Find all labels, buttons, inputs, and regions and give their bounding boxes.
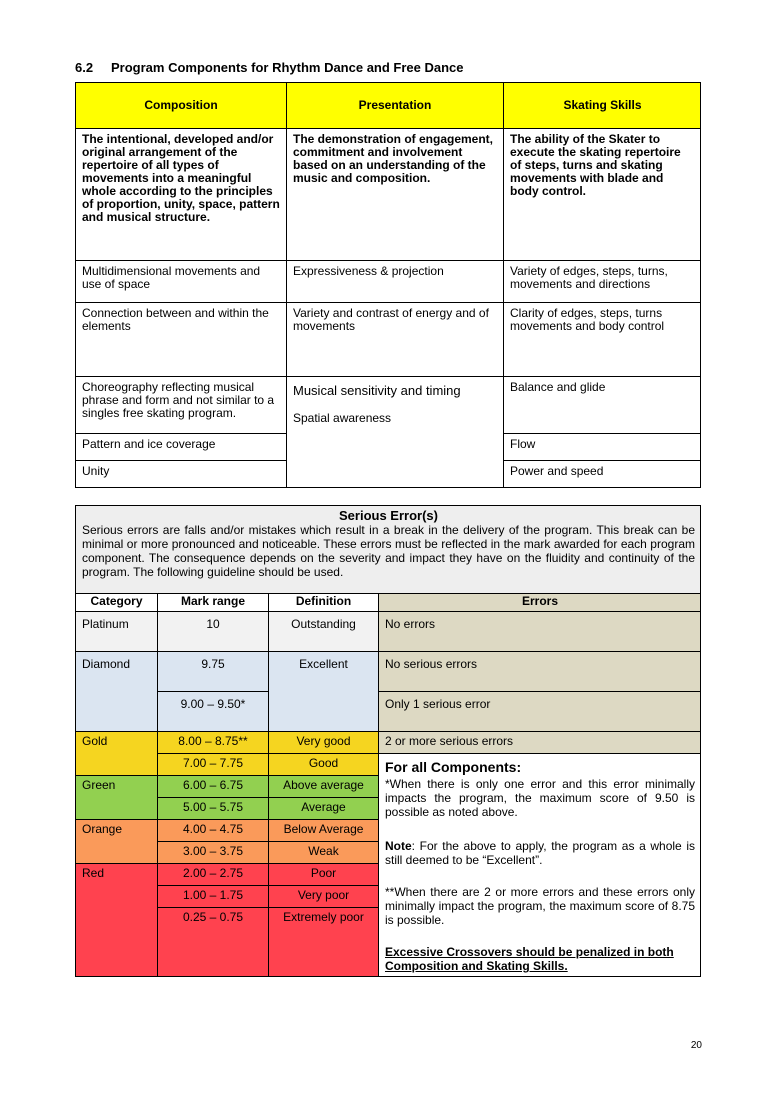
note-single-error: *When there is only one error and this error minimally impacts the program, the maximum score of 9.50 is possible as noted above.	[385, 777, 695, 819]
errors-cell: 2 or more serious errors	[378, 731, 701, 753]
mark-range: 4.00 – 4.75	[157, 819, 268, 841]
header-mark-range: Mark range	[157, 593, 268, 611]
skating-skills-item: Flow	[503, 433, 701, 460]
header-composition: Composition	[75, 82, 286, 128]
category-diamond: Diamond	[75, 651, 157, 731]
serious-errors-text: Serious errors are falls and/or mistakes which result in a break in the delivery of the program. This break can be minimal or more pronounced and noticeable. These errors must be reflected in the mark awarded for each program component. The consequence depends on the severity and impact they have on the fluidity and continuity of the program. The following guideline should be used.	[82, 523, 695, 579]
note-excellent	[385, 839, 695, 867]
definition: Extremely poor	[268, 907, 378, 977]
skating-skills-item: Balance and glide	[503, 376, 701, 433]
skating-skills-item: Variety of edges, steps, turns, movements and directions	[503, 260, 701, 302]
skating-skills-item: Clarity of edges, steps, turns movements and body control	[503, 302, 701, 376]
note-crossovers: Excessive Crossovers should be penalized in both Composition and Skating Skills.	[385, 945, 674, 973]
composition-item: Pattern and ice coverage	[75, 433, 286, 460]
definition: Average	[268, 797, 378, 819]
definition: Weak	[268, 841, 378, 863]
mark-range: 1.00 – 1.75	[157, 885, 268, 907]
serious-errors-intro	[75, 505, 701, 593]
composition-item: Choreography reflecting musical phrase and form and not similar to a singles free skating program.	[75, 376, 286, 433]
definition: Below Average	[268, 819, 378, 841]
errors-cell: No serious errors	[378, 651, 701, 691]
definition: Very good	[268, 731, 378, 753]
skating-skills-description: The ability of the Skater to execute the skating repertoire of steps, turns and skating movements with blade and body control.	[503, 128, 701, 260]
category-gold: Gold	[75, 731, 157, 775]
category-orange: Orange	[75, 819, 157, 863]
header-definition: Definition	[268, 593, 378, 611]
presentation-item: Spatial awareness	[293, 411, 392, 425]
mark-range: 0.25 – 0.75	[157, 907, 268, 977]
header-category: Category	[75, 593, 157, 611]
presentation-item: Variety and contrast of energy and of movements	[286, 302, 503, 376]
definition: Above average	[268, 775, 378, 797]
section-title: Program Components for Rhythm Dance and Free Dance	[111, 60, 464, 75]
category-green: Green	[75, 775, 157, 819]
header-skating-skills: Skating Skills	[503, 82, 701, 128]
mark-range: 10	[157, 611, 268, 651]
category-platinum: Platinum	[75, 611, 157, 651]
definition: Very poor	[268, 885, 378, 907]
skating-skills-item: Power and speed	[503, 460, 701, 488]
composition-item: Multidimensional movements and use of space	[75, 260, 286, 302]
note-multiple-errors: **When there are 2 or more errors and these errors only minimally impact the program, the maximum score of 8.75 is possible.	[385, 885, 695, 927]
composition-item: Unity	[75, 460, 286, 488]
notes-cell	[378, 753, 701, 977]
serious-errors-title: Serious Error(s)	[339, 508, 438, 523]
presentation-description: The demonstration of engagement, commitment and involvement based on an understanding of the music and composition.	[286, 128, 503, 260]
definition: Good	[268, 753, 378, 775]
presentation-merged-cell	[286, 376, 503, 488]
presentation-item: Musical sensitivity and timing	[293, 383, 461, 398]
mark-range: 8.00 – 8.75**	[157, 731, 268, 753]
header-errors: Errors	[378, 593, 701, 611]
section-number: 6.2	[75, 60, 94, 75]
mark-range: 3.00 – 3.75	[157, 841, 268, 863]
page-number: 20	[690, 1040, 702, 1051]
definition: Excellent	[268, 651, 378, 731]
definition: Outstanding	[268, 611, 378, 651]
components-table	[75, 82, 701, 488]
mark-range: 9.00 – 9.50*	[157, 691, 268, 731]
errors-cell: No errors	[378, 611, 701, 651]
notes-heading: For all Components:	[385, 759, 522, 775]
note-label: Note	[385, 839, 412, 853]
errors-table	[75, 505, 701, 977]
header-presentation: Presentation	[286, 82, 503, 128]
section-heading	[75, 60, 464, 75]
note-text: : For the above to apply, the program as a whole is still deemed to be “Excellent”.	[385, 839, 695, 867]
category-red: Red	[75, 863, 157, 977]
definition: Poor	[268, 863, 378, 885]
mark-range: 6.00 – 6.75	[157, 775, 268, 797]
composition-item: Connection between and within the elements	[75, 302, 286, 376]
mark-range: 7.00 – 7.75	[157, 753, 268, 775]
errors-cell: Only 1 serious error	[378, 691, 701, 731]
mark-range: 2.00 – 2.75	[157, 863, 268, 885]
composition-description: The intentional, developed and/or original arrangement of the repertoire of all types of movements into a meaningful whole according to the principles of proportion, unity, space, pattern and musical structure.	[75, 128, 286, 260]
mark-range: 9.75	[157, 651, 268, 691]
mark-range: 5.00 – 5.75	[157, 797, 268, 819]
presentation-item: Expressiveness & projection	[286, 260, 503, 302]
